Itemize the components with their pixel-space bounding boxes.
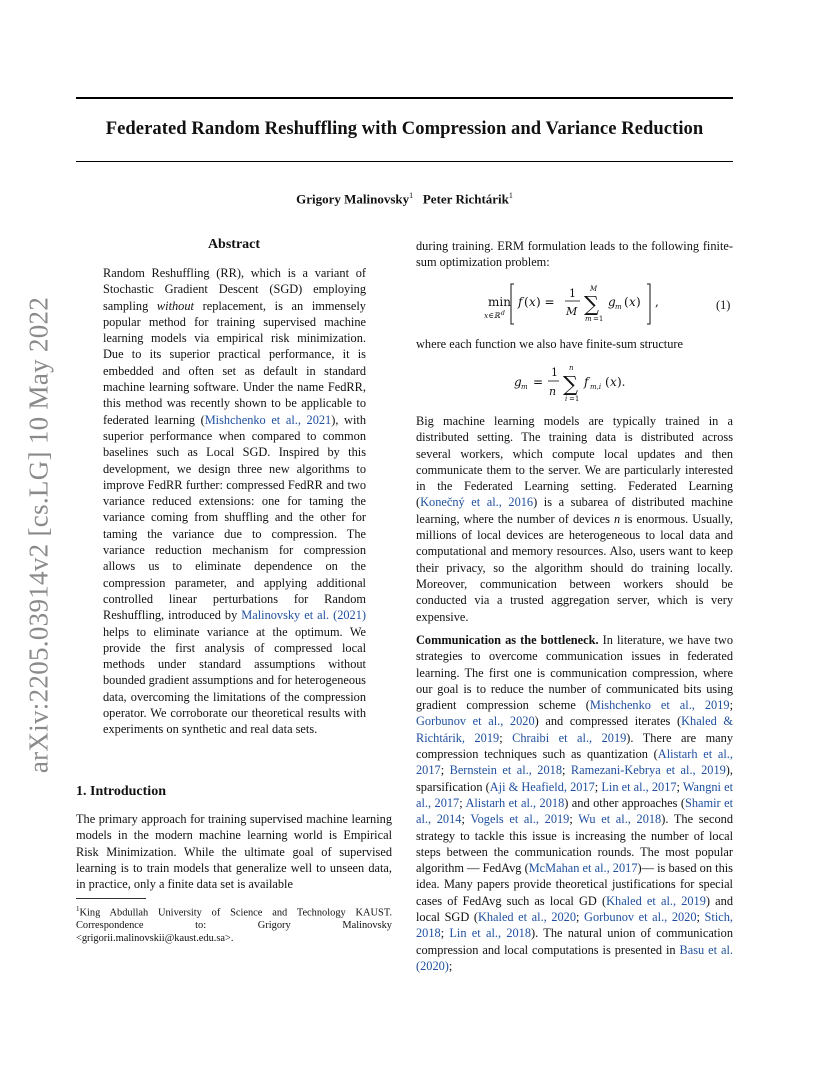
- separator: ;: [440, 926, 450, 941]
- abstract-text-1: Random Reshuffling (RR), which is a variant of Stochastic Gradient Descent (SGD) employing sampling: [103, 266, 366, 313]
- citation-link[interactable]: Shamir et al., 2014: [416, 795, 734, 827]
- citation-link[interactable]: Bernstein et al., 2018: [449, 763, 562, 778]
- svg-text:g: g: [608, 295, 616, 309]
- citation-link[interactable]: Alistarh et al., 2018: [465, 795, 565, 810]
- svg-text:(: (: [624, 295, 629, 309]
- citation-link[interactable]: Chraibi et al., 2019: [512, 730, 627, 745]
- citation-link[interactable]: Lin et al., 2018: [449, 926, 532, 941]
- citation-link[interactable]: Aji & Heafield, 2017: [489, 779, 595, 794]
- right-paragraph-4: [416, 632, 733, 974]
- citation-link[interactable]: Wu et al., 2018: [578, 812, 662, 827]
- abstract-body: [103, 265, 366, 738]
- svg-text:min: min: [488, 295, 511, 309]
- svg-text:m: m: [615, 303, 622, 311]
- footnote-mark: 1: [76, 905, 80, 913]
- citation-link[interactable]: Khaled et al., 2020: [477, 910, 577, 925]
- svg-text:) =: ) =: [536, 295, 555, 309]
- text-run: ) and compressed iterates (: [534, 714, 682, 729]
- right-paragraph-2: where each function we also have finite-sum structure: [416, 337, 683, 351]
- svg-text:∑: ∑: [563, 372, 578, 396]
- svg-text:=: =: [533, 375, 544, 389]
- math-n: n: [614, 511, 621, 526]
- text-run: ). The natural union of communication compression and local computations is presented in: [416, 926, 734, 957]
- svg-text:n: n: [549, 385, 557, 398]
- svg-text:M: M: [590, 285, 598, 293]
- arxiv-sidebar-stamp: [17, 270, 61, 800]
- text-run: ) and local SGD (: [416, 893, 733, 925]
- svg-text:1: 1: [569, 287, 576, 300]
- svg-text:d: d: [501, 310, 505, 317]
- svg-text:∑: ∑: [584, 292, 599, 316]
- svg-text:x∈ℝ: x∈ℝ: [484, 311, 501, 320]
- footnote-rule: [76, 898, 146, 899]
- svg-text:): ): [636, 295, 641, 309]
- citation-link[interactable]: Mishchenko et al., 2021: [204, 412, 332, 427]
- right-paragraph-1: during training. ERM formulation leads to the following finite-sum optimization problem:: [416, 239, 733, 270]
- text-run: ). There are many compression techniques such as quantization (: [416, 730, 734, 762]
- svg-text:g: g: [514, 375, 522, 389]
- separator: ;: [562, 763, 571, 778]
- separator: ;: [499, 730, 513, 745]
- text-run: )— is based on this idea. Many papers provide theoretical justifications for special cases of FedAvg such as local GD (: [416, 861, 733, 908]
- citation-link[interactable]: Basu et al. (2020): [416, 942, 733, 973]
- citation-link[interactable]: Alistarh et al., 2017: [416, 747, 733, 778]
- author-line: [76, 191, 733, 207]
- svg-text:f: f: [584, 375, 589, 389]
- svg-text:(: (: [605, 375, 610, 389]
- svg-text:m: m: [585, 315, 592, 323]
- citation-link[interactable]: Gorbunov et al., 2020: [584, 910, 697, 925]
- arxiv-id-text: arXiv:2205.03914v2 [cs.LG] 10 May 2022: [23, 296, 54, 774]
- title-rule-bottom: [76, 161, 733, 162]
- abstract-text-2: replacement, is an immensely popular method for training supervised machine learning models via empirical risk minimization. Due to its superior practical performance, it is embedded and often set as default in standard machine learning software. Under the name FedRR, this method was recently shown to be applicable to federated learning (: [103, 298, 366, 427]
- separator: ;: [459, 795, 466, 810]
- citation-link[interactable]: Vogels et al., 2019: [470, 812, 570, 827]
- separator: ;: [576, 910, 585, 925]
- separator: ;: [594, 779, 602, 794]
- svg-text:f: f: [518, 295, 523, 309]
- svg-text:m: m: [521, 383, 528, 391]
- separator: ;: [569, 812, 579, 827]
- abstract-text-3: ), with superior performance when compared to common baselines such as Local SGD. Inspired by this development, we design three new algorithms to improve FedRR further: compressed FedRR and two variance reduced extensions: one for taming the variance coming from shuffling and the other for taming the variance due to compression. The variance reduction mechanism for compression allows us to eliminate dependence on the compression parameter, and applying additional controlled linear perturbations for Random Reshuffling, introduced by: [103, 412, 366, 623]
- text-run: ) is a subarea of distributed machine learning, where the number of devices: [416, 495, 733, 526]
- equation-number: (1): [716, 298, 731, 312]
- abstract-heading: Abstract: [207, 237, 261, 252]
- author-1: Grigory Malinovsky: [296, 191, 410, 207]
- intro-paragraph: The primary approach for training supervised machine learning models in the modern machine learning world is Empirical Risk Minimization. While the ultimate goal of supervised learning is to train models that generalize well to unseen data, in practice, only a finite data set is available: [76, 812, 392, 892]
- separator: ;: [676, 779, 683, 794]
- citation-link[interactable]: Konečný et al., 2016: [420, 495, 534, 510]
- svg-text:M: M: [566, 305, 578, 318]
- author-1-affil: 1: [409, 191, 414, 200]
- paragraph-run-in-heading: Communication as the bottleneck.: [416, 633, 599, 647]
- citation-link[interactable]: Lin et al., 2017: [601, 779, 677, 794]
- svg-text:x: x: [610, 375, 617, 389]
- abstract-emphasis: without: [156, 298, 194, 313]
- right-paragraph-3: [416, 413, 733, 625]
- citation-link[interactable]: Stich, 2018: [416, 910, 733, 941]
- separator: ;: [440, 763, 450, 778]
- citation-link[interactable]: Malinovsky et al. (2021): [241, 608, 366, 623]
- citation-link[interactable]: Wangni et al., 2017: [416, 779, 734, 810]
- equation-2: [512, 358, 662, 404]
- svg-text:=1: =1: [569, 395, 580, 403]
- author-2: Peter Richtárik: [422, 191, 509, 207]
- text-run: is enormous. Usually, millions of local devices are heterogeneous to local data and computational and memory resources. Also, users want to keep their privacy, so the algorithm should do training locally. Moreover, communication between workers should be conducted via a trusted aggregation server, which is very expensive.: [416, 511, 733, 624]
- author-2-affil: 1: [508, 191, 513, 200]
- title-rule-top: [76, 97, 733, 99]
- footnote-text: King Abdullah University of Science and Technology KAUST. Correspondence to: Grigory Malinovsky <grigorii.malinovskii@kaust.edu.sa>.: [76, 907, 392, 944]
- paper-title: Federated Random Reshuffling with Compression and Variance Reduction: [105, 118, 704, 139]
- citation-link[interactable]: Gorbunov et al., 2020: [416, 714, 535, 729]
- svg-text:(: (: [524, 295, 529, 309]
- svg-text:m,i: m,i: [590, 383, 602, 391]
- svg-text:x: x: [629, 295, 636, 309]
- separator: ;: [461, 812, 471, 827]
- svg-text:,: ,: [655, 295, 659, 309]
- text-run: ), sparsification (: [416, 763, 733, 794]
- separator: ;: [696, 910, 705, 925]
- text-run: ) and other approaches (: [564, 795, 685, 810]
- citation-link[interactable]: Mishchenko et al., 2019: [589, 698, 730, 713]
- citation-link[interactable]: Ramezani-Kebrya et al., 2019: [570, 763, 726, 778]
- svg-text:i: i: [565, 395, 568, 403]
- svg-text:).: ).: [617, 375, 626, 389]
- separator: ;: [729, 698, 733, 713]
- citation-link[interactable]: McMahan et al., 2017: [528, 861, 638, 876]
- abstract-text-4: helps to eliminate variance at the optimum. We provide the first analysis of compressed local methods under standard assumptions without bounded gradient assumptions and for heterogeneous data, overcoming the limitations of the compression operator. We corroborate our theoretical results with experiments on synthetic and real data sets.: [103, 624, 366, 737]
- text-run: ;: [448, 958, 453, 973]
- equation-1: [484, 280, 684, 326]
- text-run: Big machine learning models are typically trained in a distributed setting. The training data is distributed across several workers, which compute local updates and then communicate them to the server. We are particularly interested in the Federated Learning setting. Federated Learning (: [416, 414, 733, 510]
- svg-text:1: 1: [551, 366, 558, 379]
- footnote: [76, 903, 392, 945]
- text-run: In literature, we have two strategies to overcome communication issues in federated learning. The first one is communication compression, where our goal is to reduce the number of communicated bits using gradient compression scheme (: [416, 633, 733, 713]
- citation-link[interactable]: Khaled et al., 2019: [606, 893, 706, 908]
- citation-link[interactable]: Khaled & Richtárik, 2019: [416, 714, 733, 745]
- svg-text:=1: =1: [593, 315, 604, 323]
- svg-text:x: x: [529, 295, 536, 309]
- svg-text:n: n: [569, 364, 574, 372]
- text-run: ). The second strategy to tackle this issue is increasing the number of local steps between the communication rounds. The most popular algorithm — FedAvg (: [416, 812, 734, 876]
- section-heading-introduction: 1. Introduction: [76, 784, 166, 799]
